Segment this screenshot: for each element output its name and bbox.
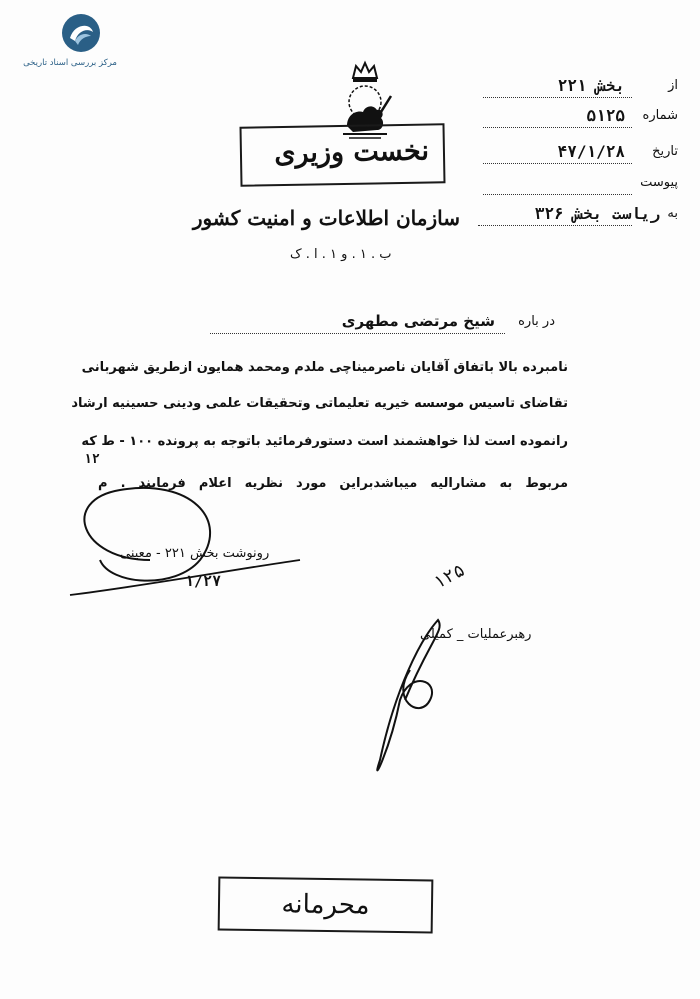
header-to-value: ریاست بخش ۳۲۶: [534, 204, 660, 223]
organization-name: سازمان اطلاعات و امنیت کشور: [192, 206, 460, 230]
dotted-line: [210, 333, 505, 334]
dotted-line: [483, 127, 632, 128]
subject-row: [210, 312, 555, 336]
archive-disc-icon: [60, 12, 102, 54]
header-from-value: بخش ۲۲۱: [557, 76, 625, 95]
body-line: تقاضای تاسیس موسسه خیریه تعلیماتی وتحقیقات علمی ودینی حسینیه ارشاد: [71, 396, 568, 411]
body-line: رانموده است لذا خواهشمند است دستورفرمائید باتوجه به پرونده ۱۰۰ - ط که: [81, 434, 568, 449]
header-to-label: به: [667, 206, 678, 221]
header-to-row: [470, 204, 680, 228]
header-number-row: [475, 106, 680, 130]
operations-leader: رهبرعملیات _ کمیلی: [420, 627, 532, 642]
body-line: مربوط به مشارالیه میباشدبراین مورد نظریه اعلام فرمایند . م: [98, 476, 568, 491]
dotted-line: [483, 194, 632, 195]
copy-date: ۱/۲۷: [185, 572, 222, 590]
operation-number: ۱۲۵: [429, 559, 469, 594]
subject-value: شیخ مرتضی مطهری: [341, 312, 495, 330]
header-date-value: ۴۷/۱/۲۸: [557, 142, 625, 161]
right-signature: [377, 620, 439, 770]
dotted-line: [483, 163, 632, 164]
classification-stamp-text: محرمانه: [281, 889, 370, 921]
copy-note: رونوشت بخش ۲۲۱ - معینی: [120, 546, 270, 561]
body-line: نامبرده بالا باتفاق آقایان ناصرمیناچی ملدم ومحمد همایون ازطریق شهربانی: [81, 360, 568, 375]
header-attachment-row: [475, 173, 680, 197]
dotted-line: [483, 97, 632, 98]
header-number-value: ۵۱۲۵: [586, 106, 625, 125]
left-signature-loop: [84, 488, 210, 581]
classification-stamp: [218, 877, 434, 934]
organization-code: ب . ۱ . و ۱ . ا . ک: [290, 247, 392, 262]
header-from-row: [475, 76, 680, 100]
ministry-title-box: [239, 123, 445, 187]
header-date-label: تاریخ: [652, 144, 678, 159]
header-date-row: [475, 142, 680, 166]
ministry-title: نخست وزیری: [274, 135, 430, 170]
archive-logo: [14, 12, 126, 72]
header-number-label: شماره: [642, 108, 678, 123]
dotted-line: [478, 225, 632, 226]
subject-label: در باره: [518, 314, 555, 329]
file-number-denominator: ۱۲: [84, 452, 100, 467]
header-from-label: از: [668, 78, 678, 93]
header-attachment-label: پیوست: [640, 175, 678, 190]
archive-name: مرکز بررسی اسناد تاریخی: [23, 58, 117, 68]
